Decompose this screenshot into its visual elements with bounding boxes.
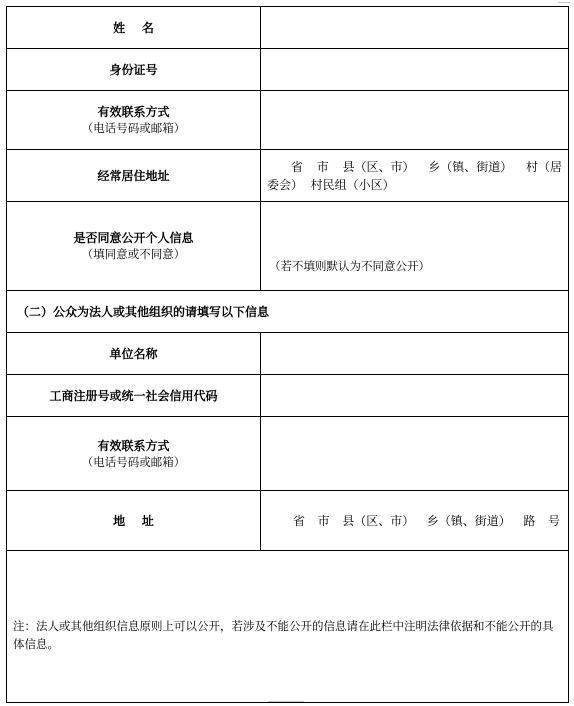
residence-label: 经常居住地址	[97, 168, 170, 183]
residence-label-cell	[7, 150, 261, 202]
registration-field[interactable]	[261, 375, 569, 417]
org-address-city: 市	[317, 513, 330, 528]
row-note	[7, 551, 569, 703]
contact-label-cell	[7, 91, 261, 150]
address-part-city: 市	[316, 159, 329, 174]
section-two-cell	[7, 291, 569, 333]
row-org-address	[7, 491, 569, 551]
registration-label: 工商注册号或统一社会信用代码	[49, 388, 218, 403]
org-address-field[interactable]	[261, 491, 569, 551]
consent-hint: （填同意或不同意）	[81, 247, 186, 261]
corner-marker-top-right	[558, 2, 570, 3]
consent-label: 是否同意公开个人信息	[73, 231, 194, 245]
row-registration	[7, 375, 569, 417]
residence-address-field[interactable]	[261, 150, 569, 202]
org-name-label: 单位名称	[109, 346, 158, 361]
org-name-label-cell	[7, 333, 261, 375]
address-part-township: 乡（镇、街道）	[428, 159, 513, 174]
consent-label-cell	[7, 202, 261, 291]
residence-address-line2: 委会） 村民组（小区）	[267, 177, 395, 192]
org-contact-label: 有效联系方式	[97, 438, 170, 453]
note-field[interactable]	[7, 551, 569, 703]
org-address-label-cell	[7, 491, 261, 551]
org-contact-label-cell	[7, 417, 261, 491]
section-two-title: （二）公众为法人或其他组织的请填写以下信息	[17, 304, 270, 319]
org-address-road: 路	[523, 513, 536, 528]
id-number-label: 身份证号	[109, 62, 158, 77]
row-contact	[7, 91, 569, 150]
contact-label: 有效联系方式	[97, 105, 170, 119]
contact-field[interactable]	[261, 91, 569, 150]
row-section-two	[7, 291, 569, 333]
org-name-field[interactable]	[261, 333, 569, 375]
org-address-province: 省	[293, 513, 306, 528]
row-org-contact	[7, 417, 569, 491]
registration-label-cell	[7, 375, 261, 417]
consent-default-note: （若不填则默认为不同意公开）	[269, 259, 430, 273]
org-address-label: 地 址	[113, 513, 154, 528]
residence-address-line1	[267, 158, 562, 176]
name-field[interactable]	[261, 7, 569, 49]
row-name	[7, 7, 569, 49]
id-number-field[interactable]	[261, 49, 569, 91]
row-org-name	[7, 333, 569, 375]
org-contact-hint: （电话号码或邮箱）	[81, 454, 186, 469]
org-address-county: 县（区、市）	[342, 513, 415, 528]
address-part-province: 省	[291, 159, 304, 174]
contact-hint: （电话号码或邮箱）	[81, 121, 186, 135]
row-residence	[7, 150, 569, 202]
org-address-number: 号	[547, 513, 560, 528]
address-part-county: 县（区、市）	[342, 159, 415, 174]
note-text: 注：法人或其他组织信息原则上可以公开，若涉及不能公开的信息请在此栏中注明法律依据和不能公开的具体信息。	[13, 619, 554, 651]
name-label: 姓 名	[113, 20, 154, 35]
address-part-village: 村（居	[525, 159, 562, 174]
information-form-table	[6, 6, 569, 703]
name-label-cell	[7, 7, 261, 49]
org-contact-field[interactable]	[261, 417, 569, 491]
consent-field[interactable]	[261, 202, 569, 291]
row-consent	[7, 202, 569, 291]
org-address-parts	[261, 513, 568, 529]
org-address-township: 乡（镇、街道）	[426, 513, 511, 528]
id-label-cell	[7, 49, 261, 91]
row-id	[7, 49, 569, 91]
